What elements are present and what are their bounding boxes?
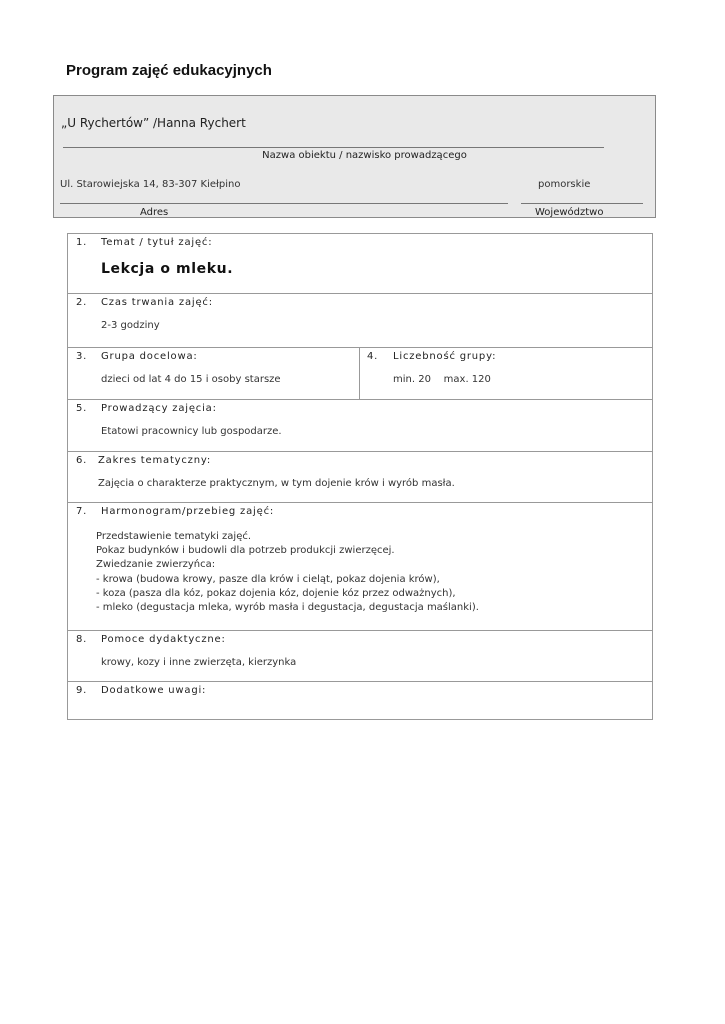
section-label: Grupa docelowa: xyxy=(101,351,198,362)
section-label: Dodatkowe uwagi: xyxy=(101,685,207,696)
section-number: 9. xyxy=(76,685,88,696)
facility-header-box xyxy=(53,95,656,218)
teaching-aids-value: krowy, kozy i inne zwierzęta, kierzynka xyxy=(101,657,297,668)
program-form xyxy=(67,233,653,720)
section-number: 6. xyxy=(76,455,88,466)
scope-value: Zajęcia o charakterze praktycznym, w tym dojenie krów i wyrób masła. xyxy=(98,478,455,489)
section-number: 5. xyxy=(76,403,88,414)
duration-value: 2-3 godziny xyxy=(101,320,160,331)
section-label: Pomoce dydaktyczne: xyxy=(101,634,226,645)
section-number: 7. xyxy=(76,506,88,517)
section-number: 4. xyxy=(367,351,379,362)
section-label: Harmonogram/przebieg zajęć: xyxy=(101,506,275,517)
section-teaching-aids xyxy=(68,631,652,682)
topic-value: Lekcja o mleku. xyxy=(101,261,234,277)
address-caption: Adres xyxy=(140,207,169,218)
section-instructors xyxy=(68,400,652,452)
section-label: Prowadzący zajęcia: xyxy=(101,403,217,414)
schedule-line: - koza (pasza dla kóz, pokaz dojenia kóz, dojenie kóz przez odważnych), xyxy=(96,587,456,599)
section-number: 8. xyxy=(76,634,88,645)
schedule-line: Pokaz budynków i budowli dla potrzeb produkcji zwierzęcej. xyxy=(96,545,395,557)
schedule-list xyxy=(96,530,479,615)
section-number: 3. xyxy=(76,351,88,362)
address-underline xyxy=(60,203,508,204)
facility-name-caption: Nazwa obiektu / nazwisko prowadzącego xyxy=(262,150,467,161)
region-underline xyxy=(521,203,643,204)
section-label: Temat / tytuł zajęć: xyxy=(101,237,213,248)
section-topic xyxy=(68,234,652,294)
section-number: 1. xyxy=(76,237,88,248)
section-schedule xyxy=(68,503,652,631)
facility-region: pomorskie xyxy=(538,179,591,190)
section-group xyxy=(68,348,652,400)
facility-name-underline xyxy=(63,147,604,148)
target-group-value: dzieci od lat 4 do 15 i osoby starsze xyxy=(101,374,281,385)
document-title: Program zajęć edukacyjnych xyxy=(66,62,272,79)
section-duration xyxy=(68,294,652,348)
section-number: 2. xyxy=(76,297,88,308)
section-label: Czas trwania zajęć: xyxy=(101,297,213,308)
column-divider xyxy=(359,348,360,399)
schedule-line: Przedstawienie tematyki zajęć. xyxy=(96,531,252,542)
section-scope xyxy=(68,452,652,503)
schedule-line: Zwiedzanie zwierzyńca: xyxy=(96,559,216,571)
schedule-line: - krowa (budowa krowy, pasze dla krów i cieląt, pokaz dojenia krów), xyxy=(96,573,440,585)
group-size-value: min. 20 max. 120 xyxy=(393,374,491,385)
facility-name: „U Rychertów” /Hanna Rychert xyxy=(61,116,246,130)
instructors-value: Etatowi pracownicy lub gospodarze. xyxy=(101,426,282,437)
facility-address: Ul. Starowiejska 14, 83-307 Kiełpino xyxy=(60,179,241,190)
section-remarks xyxy=(68,682,652,719)
schedule-line: - mleko (degustacja mleka, wyrób masła i degustacja, degustacja maślanki). xyxy=(96,602,479,614)
section-label: Liczebność grupy: xyxy=(393,351,497,362)
region-caption: Województwo xyxy=(535,207,604,218)
section-label: Zakres tematyczny: xyxy=(98,455,212,466)
